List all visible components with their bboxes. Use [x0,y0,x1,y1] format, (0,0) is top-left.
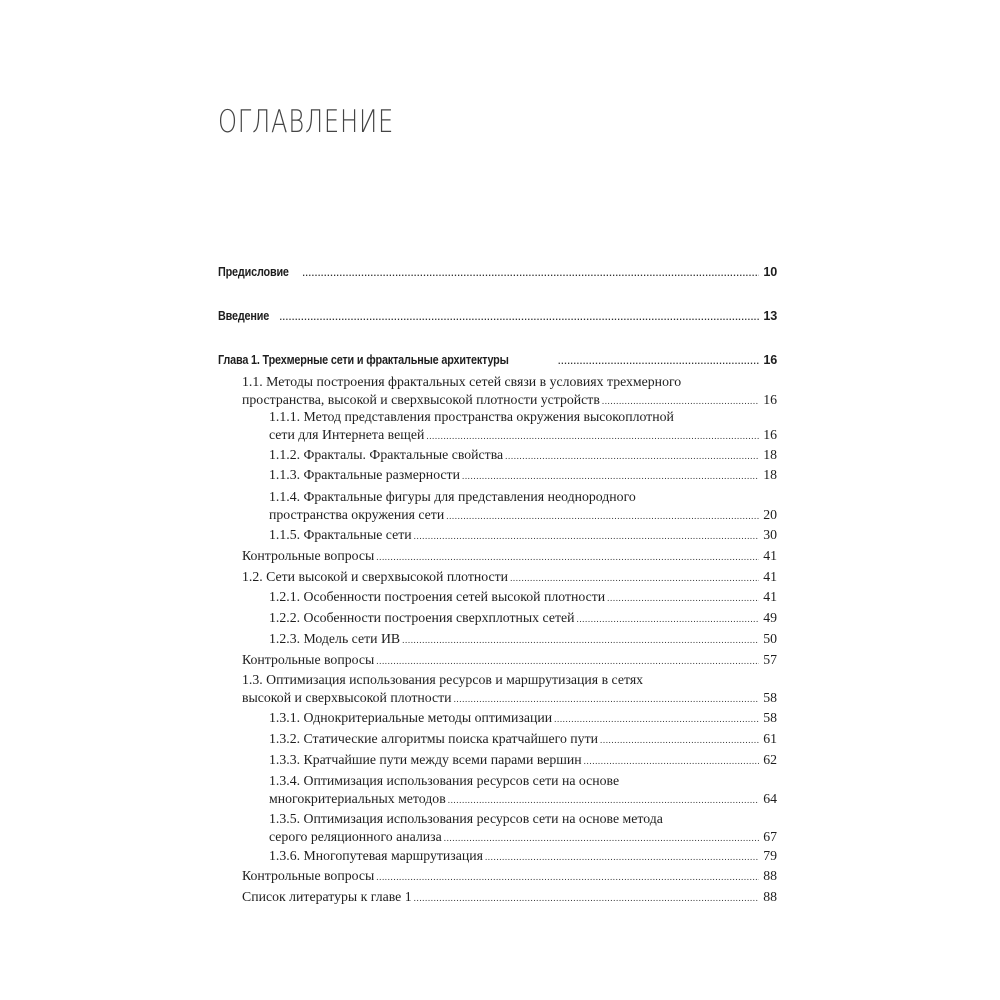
dot-leader [414,889,759,907]
dot-leader [302,264,759,282]
toc-page-number: 13 [763,309,777,323]
toc-entry [242,671,777,708]
dot-leader [558,352,759,370]
toc-entry-title: 1.3.3. Кратчайшие пути между всеми парами вершин [269,752,582,767]
toc-entry-title: пространства, высокой и сверхвысокой плотности устройств [242,392,600,407]
toc-entry [242,651,777,670]
toc-entry [269,730,777,749]
toc-entry [269,810,777,847]
toc-entry-title: Контрольные вопросы [242,652,375,667]
toc-page-number: 16 [763,353,777,367]
toc-entry-title: многокритериальных методов [269,791,446,806]
toc-entry [269,526,777,545]
toc-entry [269,709,777,728]
toc-entry [242,547,777,566]
dot-leader [402,631,759,649]
toc-page-number: 61 [763,731,777,746]
toc-entry-title: 1.2.1. Особенности построения сетей высокой плотности [269,589,606,604]
toc-entry-title: 1.1.1. Метод представления пространства окружения высокоплотной [269,409,674,424]
toc-entry [269,609,777,628]
dot-leader [600,731,759,749]
toc-entry-title: Контрольные вопросы [242,868,375,883]
toc-page-number: 58 [763,710,777,725]
dot-leader [448,791,759,809]
toc-entry-title: 1.1. Методы построения фрактальных сетей связи в условиях трехмерного [242,374,682,389]
toc-entry [242,888,777,907]
dot-leader [505,447,759,465]
toc-entry [218,351,777,370]
dot-leader [462,467,759,485]
toc-page-number: 18 [763,467,777,482]
dot-leader [376,868,759,886]
toc-page-number: 88 [763,889,777,904]
toc-page-number: 41 [763,589,777,604]
toc-entry [242,568,777,587]
toc-entry [269,466,777,485]
toc-page-number: 79 [763,848,777,863]
toc-entry-title: Список литературы к главе 1 [242,889,412,904]
toc-entry-title: 1.3.1. Однокритериальные методы оптимизации [269,710,553,725]
dot-leader [414,527,759,545]
toc-entry-title: 1.1.2. Фракталы. Фрактальные свойства [269,447,504,462]
page-title: ОГЛАВЛЕНИЕ [218,104,395,140]
toc-entry-title: сети для Интернета вещей [269,427,425,442]
toc-page-number: 58 [763,690,777,705]
toc-entry-title: 1.3. Оптимизация использования ресурсов и маршрутизация в сетях [242,672,644,687]
toc-page-number: 41 [763,569,777,584]
toc-page-number: 10 [763,265,777,279]
toc-entry-title: Контрольные вопросы [242,548,375,563]
toc-entry-title: высокой и сверхвысокой плотности [242,690,452,705]
toc-entry-title: Введение [218,309,270,323]
toc-entry-title: 1.3.6. Многопутевая маршрутизация [269,848,483,863]
toc-entry [269,751,777,770]
toc-entry [269,630,777,649]
dot-leader [454,690,759,708]
toc-entry [269,488,777,525]
toc-entry-title: 1.3.5. Оптимизация использования ресурсов сети на основе метода [269,811,663,826]
toc-entry [269,772,777,809]
toc-page-number: 49 [763,610,777,625]
toc-page-number: 67 [763,829,777,844]
toc-page-number: 62 [763,752,777,767]
toc-entry-title: 1.2.2. Особенности построения сверхплотных сетей [269,610,575,625]
toc-page-number: 57 [763,652,777,667]
toc-entry-title: 1.1.4. Фрактальные фигуры для представления неоднородного [269,489,636,504]
toc-entry [242,867,777,886]
dot-leader [576,610,759,628]
dot-leader [485,848,759,866]
toc-page-number: 50 [763,631,777,646]
toc-entry-title: 1.1.3. Фрактальные размерности [269,467,460,482]
toc-page-number: 16 [763,392,777,407]
dot-leader [554,710,759,728]
toc-entry-title: пространства окружения сети [269,507,445,522]
dot-leader [446,507,759,525]
toc-entry-title: 1.2. Сети высокой и сверхвысокой плотности [242,569,509,584]
dot-leader [376,548,759,566]
dot-leader [607,589,759,607]
dot-leader [376,652,759,670]
dot-leader [426,427,759,445]
toc-entry [218,307,777,326]
toc-page-number: 41 [763,548,777,563]
toc-entry [269,588,777,607]
toc-entry [218,263,777,282]
toc-entry [269,408,777,445]
toc-page-number: 30 [763,527,777,542]
toc-entry-title: Предисловие [218,265,289,279]
dot-leader [279,308,759,326]
toc-entry-title: 1.1.5. Фрактальные сети [269,527,412,542]
toc-page-number: 18 [763,447,777,462]
toc-page-number: 88 [763,868,777,883]
toc-entry [269,446,777,465]
dot-leader [584,752,759,770]
dot-leader [510,569,759,587]
toc-page-number: 20 [763,507,777,522]
toc-entry-title: 1.3.4. Оптимизация использования ресурсов сети на основе [269,773,620,788]
toc-entry-title: Глава 1. Трехмерные сети и фрактальные архитектуры [218,353,509,367]
toc-entry [269,847,777,866]
toc-page-number: 16 [763,427,777,442]
toc-page-number: 64 [763,791,777,806]
dot-leader [444,829,759,847]
toc-entry-title: серого реляционного анализа [269,829,442,844]
toc-entry-title: 1.2.3. Модель сети ИВ [269,631,401,646]
toc-entry-title: 1.3.2. Статические алгоритмы поиска кратчайшего пути [269,731,598,746]
toc-entry [242,373,777,410]
